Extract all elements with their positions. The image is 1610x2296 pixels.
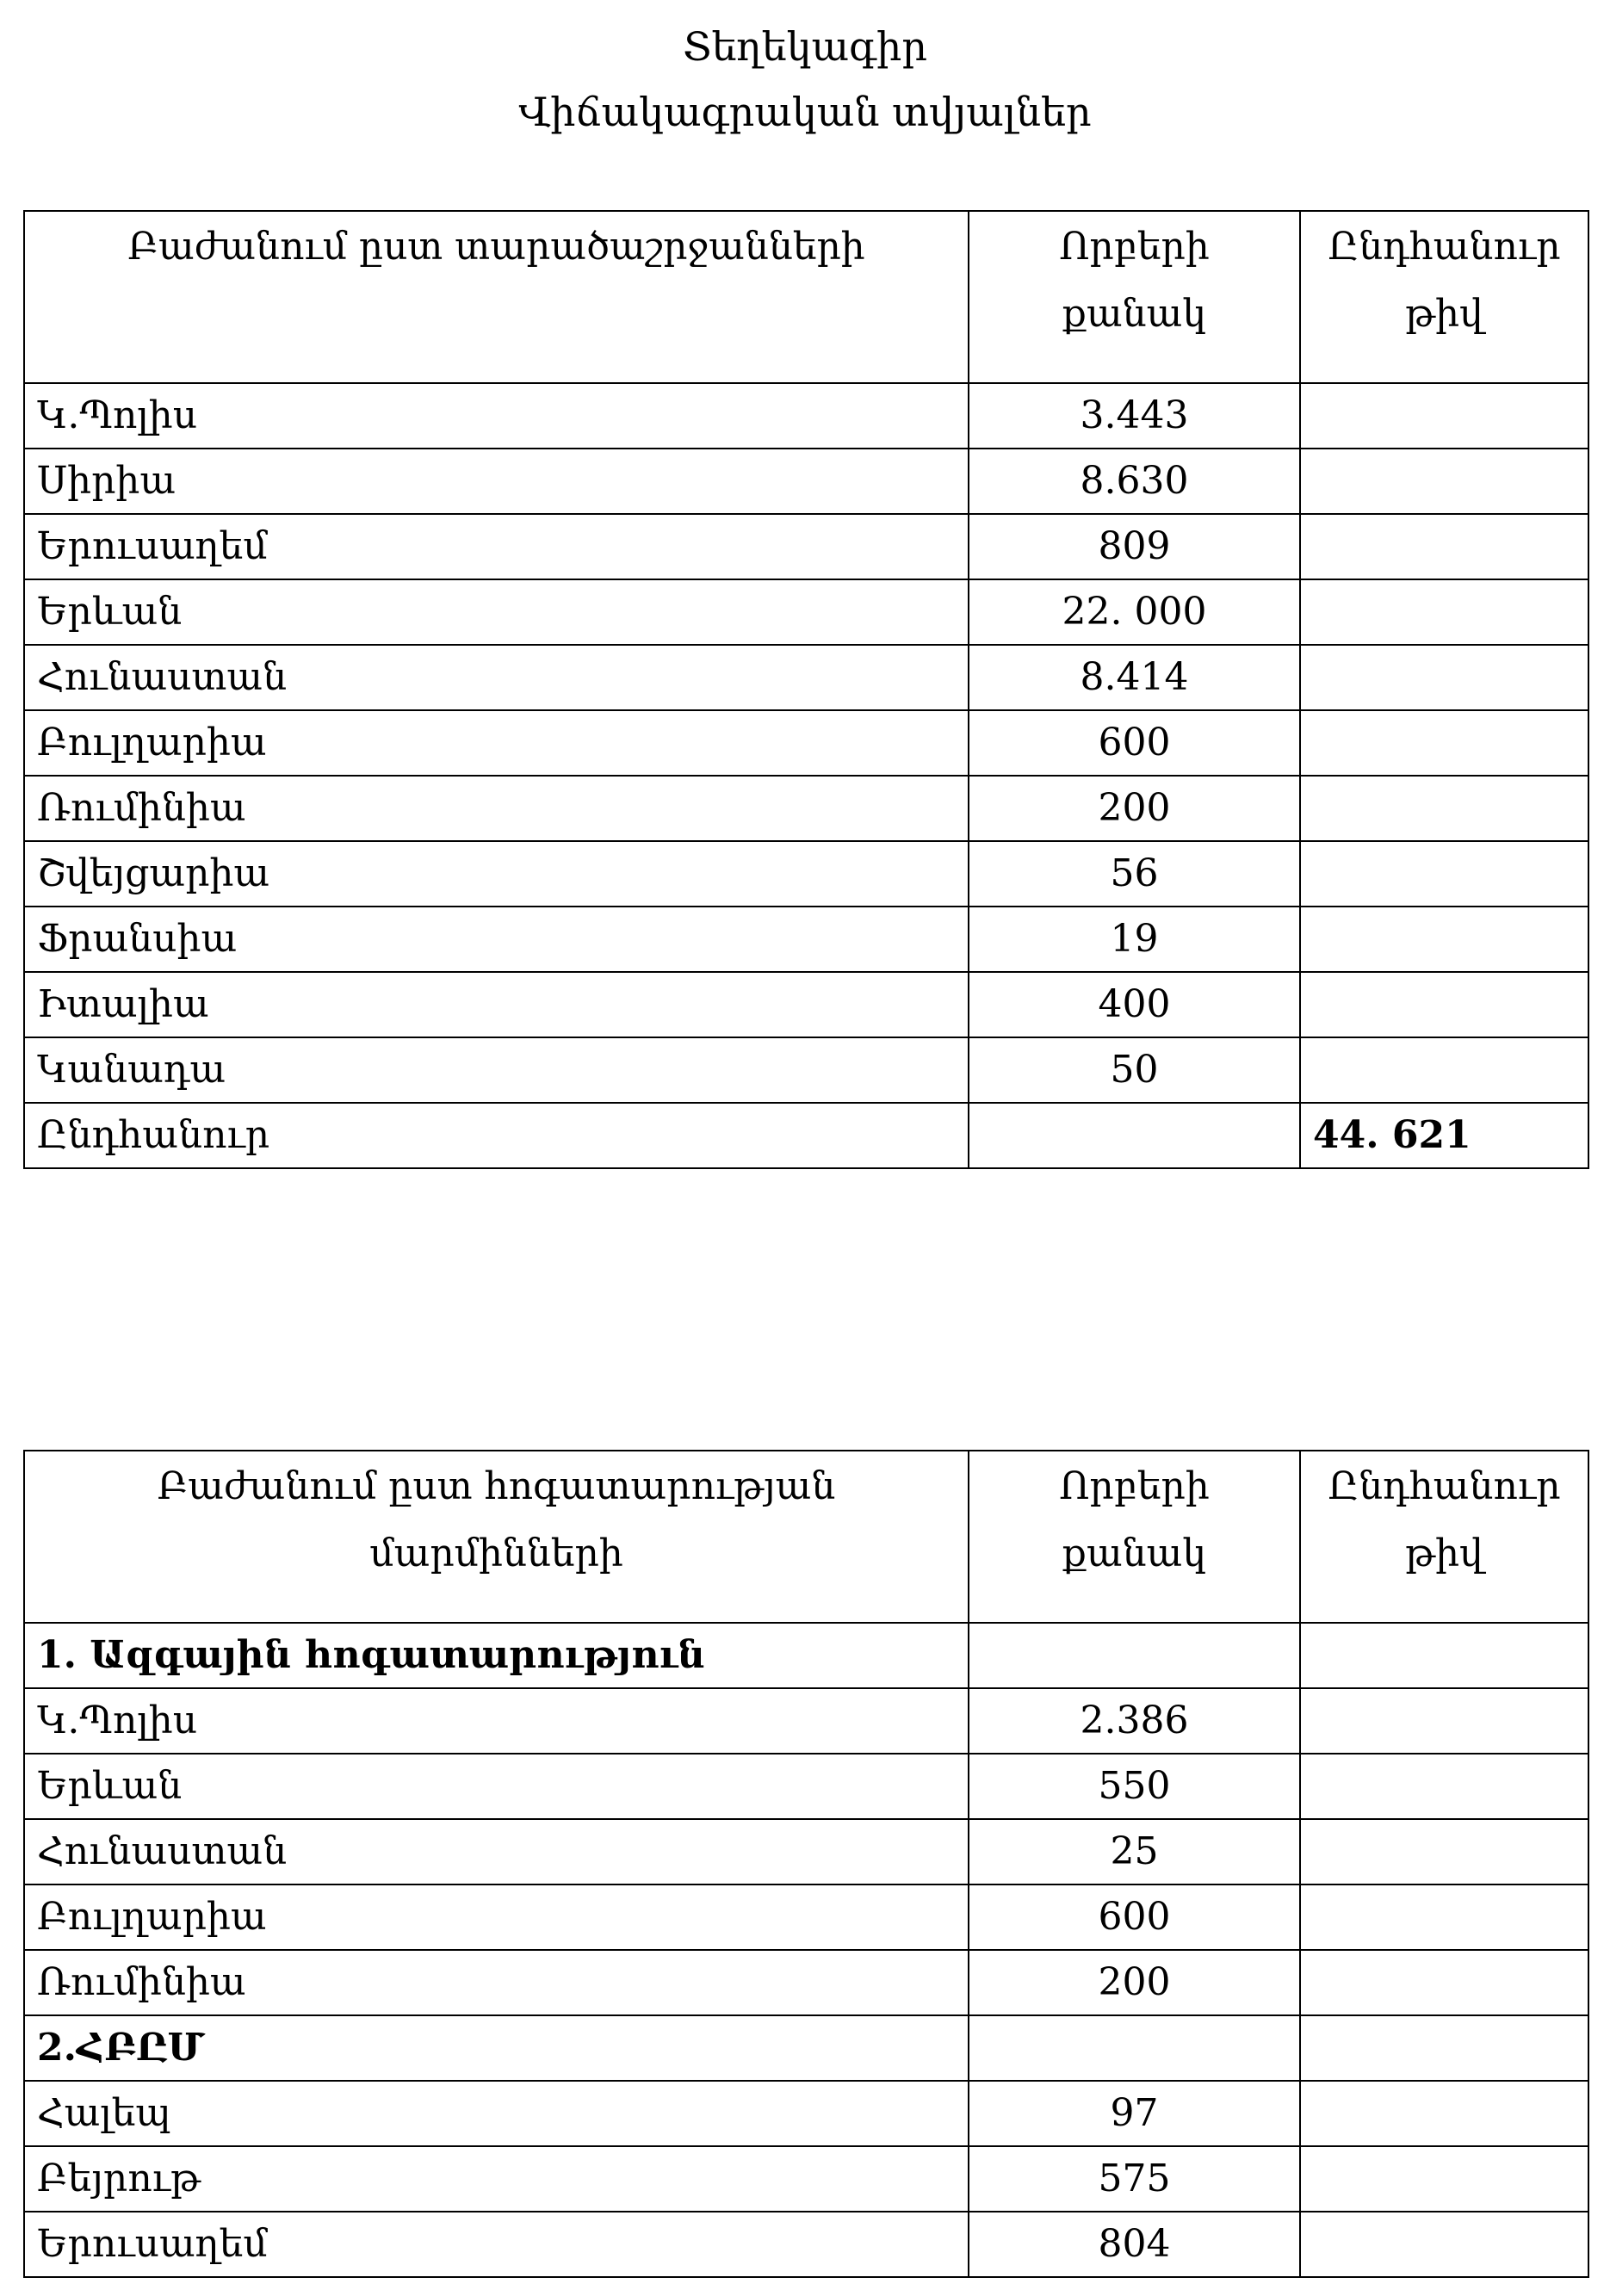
orphan-count-cell: 804: [969, 2212, 1300, 2277]
row-label: Ռումինիա: [24, 1950, 969, 2015]
table-row: [24, 1819, 1588, 1884]
document-title: Տեղեկագիր: [683, 23, 927, 70]
orphan-count-cell: [969, 1623, 1300, 1688]
table-row: [24, 2146, 1588, 2212]
total-cell: [1300, 972, 1588, 1037]
orphan-count-cell: 8.414: [969, 645, 1300, 710]
total-cell: [1300, 514, 1588, 579]
column-header-orphan-count: Որբերի քանակ: [969, 211, 1300, 383]
orphan-count-cell: 600: [969, 710, 1300, 776]
orphan-count-cell: 56: [969, 841, 1300, 907]
total-cell: [1300, 645, 1588, 710]
orphan-count-cell: [969, 2015, 1300, 2081]
total-cell: [1300, 776, 1588, 841]
orphan-count-cell: 22. 000: [969, 579, 1300, 645]
regions-table-body: [24, 383, 1588, 1168]
row-label: Կ.Պոլիս: [24, 1688, 969, 1754]
total-cell: [1300, 2212, 1588, 2277]
column-header-orphan-count: Որբերի քանակ: [969, 1451, 1300, 1623]
section-row: [24, 2015, 1588, 2081]
total-cell: [1300, 1688, 1588, 1754]
table-row: [24, 710, 1588, 776]
total-cell: [1300, 2015, 1588, 2081]
row-label: Հունաստան: [24, 645, 969, 710]
row-label: Բուլղարիա: [24, 710, 969, 776]
care-bodies-table-body: [24, 1623, 1588, 2277]
table-row: [24, 841, 1588, 907]
row-label: Հալեպ: [24, 2081, 969, 2146]
table-row: [24, 1950, 1588, 2015]
orphan-count-cell: 2.386: [969, 1688, 1300, 1754]
total-cell: [1300, 1950, 1588, 2015]
orphan-count-cell: 19: [969, 907, 1300, 972]
orphan-count-cell: 575: [969, 2146, 1300, 2212]
row-label: Շվեյցարիա: [24, 841, 969, 907]
total-cell: [1300, 2081, 1588, 2146]
total-cell: [1300, 383, 1588, 449]
total-cell: [1300, 841, 1588, 907]
table-row: [24, 1037, 1588, 1103]
document-header: [0, 14, 1610, 145]
row-label: Հունաստան: [24, 1819, 969, 1884]
table-row: [24, 907, 1588, 972]
row-label: Ռումինիա: [24, 776, 969, 841]
row-label: Ընդհանուր: [24, 1103, 969, 1168]
row-label: Իտալիա: [24, 972, 969, 1037]
orphan-count-cell: 8.630: [969, 449, 1300, 514]
care-bodies-table: [23, 1450, 1589, 2278]
table-row: [24, 514, 1588, 579]
total-cell: [1300, 1754, 1588, 1819]
column-header-division: Բաժանում ըստ տարածաշրջանների: [24, 211, 969, 383]
row-label: Կանադա: [24, 1037, 969, 1103]
row-label: Երուսաղեմ: [24, 514, 969, 579]
table-row: [24, 1688, 1588, 1754]
table-row: [24, 449, 1588, 514]
total-cell: [1300, 579, 1588, 645]
table-row: [24, 579, 1588, 645]
row-label: Սիրիա: [24, 449, 969, 514]
total-cell: [1300, 1884, 1588, 1950]
orphan-count-cell: 200: [969, 776, 1300, 841]
orphan-count-cell: 3.443: [969, 383, 1300, 449]
orphan-count-cell: 200: [969, 1950, 1300, 2015]
total-row: [24, 1103, 1588, 1168]
table-row: [24, 2212, 1588, 2277]
row-label: Բուլղարիա: [24, 1884, 969, 1950]
orphan-count-cell: 97: [969, 2081, 1300, 2146]
document-subtitle: Վիճակագրական տվյալներ: [518, 89, 1092, 135]
row-label: 2.ՀԲԸՄ: [24, 2015, 969, 2081]
row-label: Ֆրանսիա: [24, 907, 969, 972]
orphan-count-cell: 600: [969, 1884, 1300, 1950]
orphan-count-cell: 400: [969, 972, 1300, 1037]
row-label: Բեյրութ: [24, 2146, 969, 2212]
total-cell: [1300, 2146, 1588, 2212]
table-row: [24, 645, 1588, 710]
table-row: [24, 2081, 1588, 2146]
table-row: [24, 1884, 1588, 1950]
column-header-total: Ընդհանուր թիվ: [1300, 211, 1588, 383]
row-label: Կ.Պոլիս: [24, 383, 969, 449]
regions-table: [23, 210, 1589, 1169]
column-header-total: Ընդհանուր թիվ: [1300, 1451, 1588, 1623]
total-cell: [1300, 1819, 1588, 1884]
row-label: Երևան: [24, 579, 969, 645]
column-header-division: Բաժանում ըստ հոգատարության մարմինների: [24, 1451, 969, 1623]
total-cell: 44. 621: [1300, 1103, 1588, 1168]
row-label: 1. Ազգային հոգատարություն: [24, 1623, 969, 1688]
orphan-count-cell: 550: [969, 1754, 1300, 1819]
row-label: Երուսաղեմ: [24, 2212, 969, 2277]
table-row: [24, 776, 1588, 841]
row-label: Երևան: [24, 1754, 969, 1819]
table-header-row: [24, 211, 1588, 383]
total-cell: [1300, 1037, 1588, 1103]
orphan-count-cell: 50: [969, 1037, 1300, 1103]
total-cell: [1300, 1623, 1588, 1688]
table-row: [24, 383, 1588, 449]
section-row: [24, 1623, 1588, 1688]
orphan-count-cell: 25: [969, 1819, 1300, 1884]
total-cell: [1300, 449, 1588, 514]
table-header-row: [24, 1451, 1588, 1623]
orphan-count-cell: 809: [969, 514, 1300, 579]
total-cell: [1300, 907, 1588, 972]
total-cell: [1300, 710, 1588, 776]
orphan-count-cell: [969, 1103, 1300, 1168]
table-row: [24, 1754, 1588, 1819]
table-row: [24, 972, 1588, 1037]
